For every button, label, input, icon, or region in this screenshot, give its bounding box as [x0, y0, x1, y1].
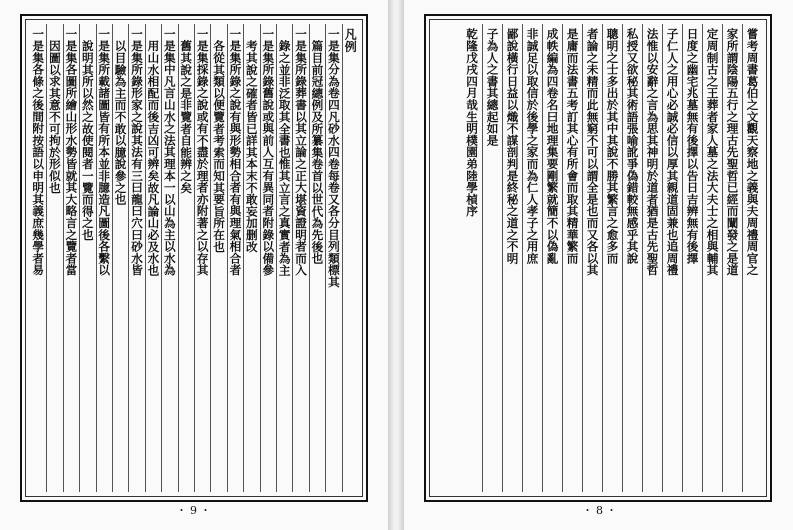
text-line: 鄙說橫行日益以熾不謀剖判是終秘之道之不明	[505, 28, 520, 264]
text-line: 一是集所錄舊說或與前人互有異同者附錄以備參	[261, 28, 276, 276]
text-column	[502, 24, 522, 492]
text-line: 是庸而法書五考訂其心有所會而取其精華繁而	[565, 28, 580, 264]
text-column	[30, 24, 46, 492]
text-column	[325, 24, 341, 492]
text-line: 家所謂陰陽五行之理古先聖哲已經而闡發之是道	[725, 28, 740, 276]
text-column	[682, 24, 702, 492]
text-column	[161, 24, 177, 492]
text-line: 法惟以安辭之言為思其神明於道者猶是古先聖哲	[645, 28, 660, 276]
left-page-number: ・9・	[176, 504, 214, 517]
text-column	[522, 24, 542, 492]
text-line: 一是集所錄之說有與形勢相合者有與理氣相合者	[228, 28, 243, 276]
text-line: 日度之幽宅兆墓無有後擇以告日吉辨無有後擇	[685, 28, 700, 264]
text-line: 一是集採錄之說或有不盡於理者亦附著之以存其	[195, 28, 210, 276]
text-column	[542, 24, 562, 492]
text-line: 非誠足以取信於後學之家而為仁人孝子之用庶	[525, 28, 540, 264]
text-column	[622, 24, 642, 492]
text-line: 聰明之士多出於其中其說不勝其繁言之愈多而	[605, 28, 620, 264]
left-page-frame	[20, 14, 368, 502]
text-column	[642, 24, 662, 492]
right-page	[404, 0, 793, 530]
text-column	[742, 24, 762, 492]
text-column	[562, 24, 582, 492]
text-column	[79, 24, 95, 492]
book-gutter	[388, 0, 404, 530]
text-line: 子為人之書其總起如是	[485, 28, 500, 146]
text-line: 者論之未精而此無窮不可以謂全是也而又各以其	[585, 28, 600, 276]
text-column	[602, 24, 622, 492]
text-line: 子仁人之用心必誠必信以厚其親道固兼也追周禮	[665, 28, 680, 276]
left-text-columns	[30, 24, 358, 492]
text-line: 成帙編為四卷名曰地理集要剛繁就簡不以偽亂	[545, 28, 560, 264]
right-text-columns	[434, 24, 762, 492]
text-column	[243, 24, 259, 492]
left-page	[0, 0, 388, 530]
text-line: 說明其所以然之故使閱者一覽而得之也	[80, 40, 95, 241]
text-line: 篇目前冠總例及所纂集卷首以世代為先後也	[310, 40, 325, 265]
text-line: 私授又欲秘其術語張喻訛爭偽錯較無感乎其說	[625, 28, 640, 264]
text-column	[112, 24, 128, 492]
text-column	[145, 24, 161, 492]
right-page-number: ・8・	[582, 504, 620, 517]
text-line: 考其說之確者皆已詳其本末不敢妄加删改	[244, 40, 259, 253]
text-column	[46, 24, 62, 492]
text-column	[260, 24, 276, 492]
text-column	[309, 24, 325, 492]
text-line: 用山水相配而後吉凶可辨矣故凡論山必及水也	[146, 40, 161, 276]
text-column	[276, 24, 292, 492]
text-line: 錄之並非泛取其全書也惟其立言之真實者為主	[277, 40, 292, 276]
text-column	[662, 24, 682, 492]
text-column	[482, 24, 502, 492]
text-line: 一是集各圖所繪山形水勢皆就其大略言之覽者當	[64, 28, 79, 276]
text-line: 定周制古之王葬者家人墓之法大夫士之相與輔其	[705, 28, 720, 276]
text-column	[178, 24, 194, 492]
text-column	[63, 24, 79, 492]
text-column	[582, 24, 602, 492]
left-heading: 凡例	[343, 28, 358, 53]
text-column	[292, 24, 308, 492]
text-column	[702, 24, 722, 492]
text-column	[194, 24, 210, 492]
text-column	[210, 24, 226, 492]
text-line: 因圖以求其意不可拘於形似也	[47, 40, 62, 194]
text-line: 舊其說之是非覽者自能辨之矣	[179, 40, 194, 194]
text-line: 各從其類以便覽者考索而知其要旨所在也	[212, 40, 227, 253]
text-line: 一是集各條之後間附按語以申明其義庶幾學者易	[31, 28, 46, 276]
text-column	[722, 24, 742, 492]
text-line: 嘗考周書葛伯之文觀天察地之義與夫周禮周官之	[745, 28, 760, 276]
text-line: 一是集所載諸圖皆有所本並非臆造凡圖後各繫以	[97, 28, 112, 276]
text-line: 一是集所錄形家之說其法有三曰龍曰穴曰砂水皆	[130, 28, 145, 276]
text-column	[128, 24, 144, 492]
text-line: 一是集中凡言山水之法其理本一以山為主以水為	[162, 28, 177, 276]
text-column	[227, 24, 243, 492]
text-line: 乾隆戊戌四月哉生明樸園弟陸學楨序	[465, 28, 479, 217]
text-line: 一是集分為卷四凡砂水四卷每卷又各分目列類標其	[326, 28, 341, 288]
right-page-frame	[424, 14, 772, 502]
text-column	[96, 24, 112, 492]
left-heading-column	[342, 24, 358, 492]
text-line: 一是集所錄葬書以其立論之正大堪資證明者而入	[294, 28, 309, 276]
text-line: 以目驗為主而不敢以臆說參之也	[113, 40, 128, 206]
text-column	[462, 24, 482, 492]
